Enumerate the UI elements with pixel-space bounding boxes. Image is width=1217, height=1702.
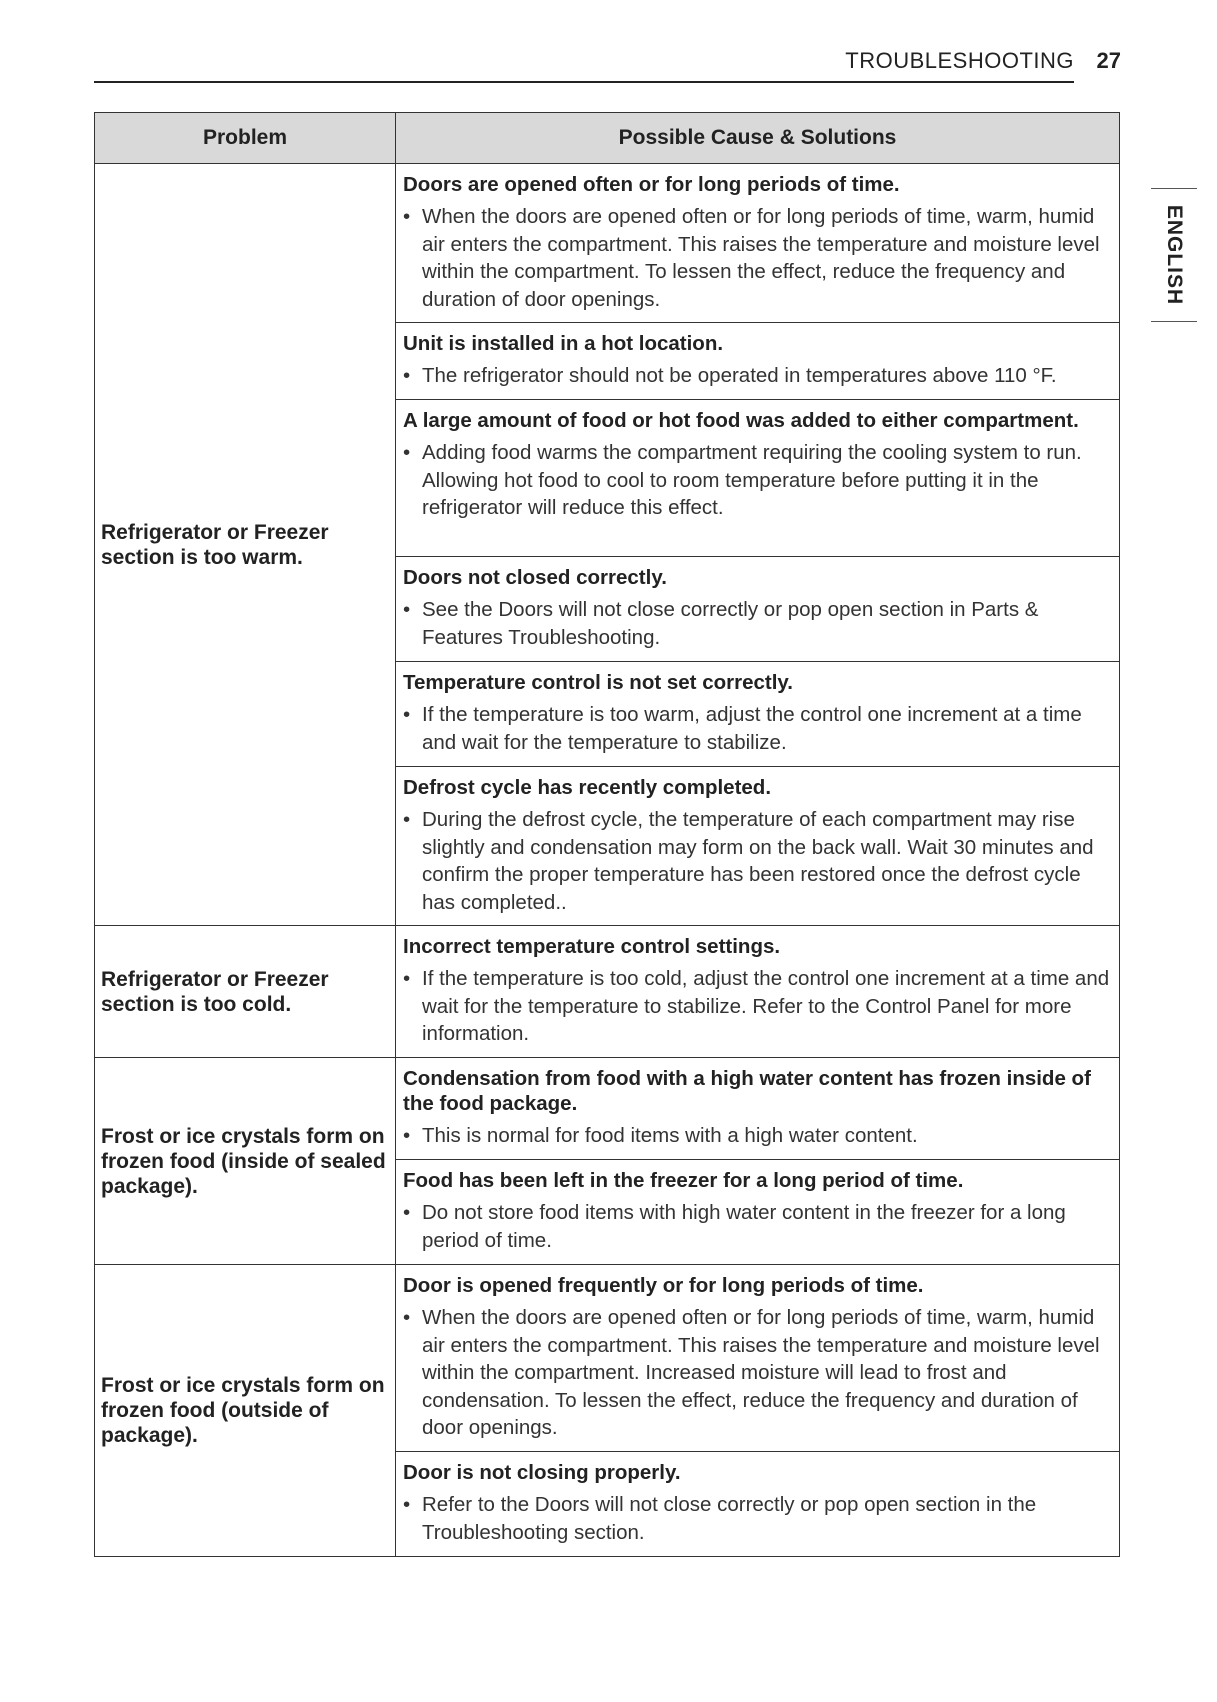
bullet-icon: • [403, 1493, 411, 1516]
solution-cell [396, 1058, 1120, 1160]
solution-cell [396, 557, 1120, 662]
solution-text: During the defrost cycle, the temperature of each compartment may rise slightly and condensation may form on the back wall. Wait 30 minutes and confirm the proper temperature has been restored once the defrost cycle has completed.. [422, 808, 1094, 914]
bullet-icon: • [403, 1201, 411, 1224]
problem-cell: Frost or ice crystals form on frozen food (outside of package). [95, 1265, 396, 1557]
solution-cell [396, 1265, 1120, 1452]
solution-text: Adding food warms the compartment requiring the cooling system to run. Allowing hot food to cool to room temperature before putting it in the refrigerator will reduce this effect. [422, 441, 1082, 519]
solution-item [403, 806, 1113, 916]
solution-cell [396, 1160, 1120, 1265]
solution-item [403, 965, 1113, 1048]
cause-title: A large amount of food or hot food was added to either compartment. [403, 409, 1079, 432]
table-row [95, 926, 1120, 1058]
solution-item [403, 1122, 1113, 1150]
solution-text: Do not store food items with high water content in the freezer for a long period of time. [422, 1201, 1066, 1252]
solution-cell [396, 662, 1120, 767]
cause-title: Door is opened frequently or for long periods of time. [403, 1274, 924, 1297]
page-number: 27 [1096, 48, 1121, 73]
cause-title: Temperature control is not set correctly. [403, 671, 793, 694]
header-rule [94, 81, 1074, 83]
cause-title: Door is not closing properly. [403, 1461, 681, 1484]
troubleshooting-table [94, 112, 1120, 1557]
language-tab [1151, 188, 1197, 322]
solution-cell [396, 1452, 1120, 1557]
solution-cell [396, 164, 1120, 323]
cause-title: Condensation from food with a high water content has frozen inside of the food package. [403, 1067, 1091, 1115]
problem-cell: Refrigerator or Freezer section is too warm. [95, 164, 396, 926]
table-header-row [95, 113, 1120, 164]
cause-title: Doors not closed correctly. [403, 566, 667, 589]
problem-cell: Refrigerator or Freezer section is too cold. [95, 926, 396, 1058]
solution-cell [396, 767, 1120, 926]
bullet-icon: • [403, 364, 411, 387]
solution-cell [396, 926, 1120, 1058]
problem-cell: Frost or ice crystals form on frozen food (inside of sealed package). [95, 1058, 396, 1265]
cause-title: Food has been left in the freezer for a long period of time. [403, 1169, 964, 1192]
solution-text: If the temperature is too cold, adjust the control one increment at a time and wait for the temperature to stabilize. Refer to the Control Panel for more information. [422, 967, 1110, 1045]
bullet-icon: • [403, 441, 411, 464]
solution-text: When the doors are opened often or for long periods of time, warm, humid air enters the compartment. This raises the temperature and moisture level within the compartment. Increased moisture will lead to frost and condensation. To lessen the effect, reduce the frequency and duration of door openings. [422, 1306, 1100, 1439]
cause-title: Doors are opened often or for long periods of time. [403, 173, 900, 196]
table-row [95, 164, 1120, 323]
table-row [95, 1265, 1120, 1452]
solution-text: The refrigerator should not be operated in temperatures above 110 °F. [422, 364, 1057, 387]
solution-item [403, 362, 1113, 390]
solution-item [403, 1304, 1113, 1442]
solution-cell [396, 323, 1120, 400]
bullet-icon: • [403, 967, 411, 990]
section-header: TROUBLESHOOTING [845, 48, 1074, 73]
solution-text: If the temperature is too warm, adjust the control one increment at a time and wait for the temperature to stabilize. [422, 703, 1082, 754]
solution-item [403, 203, 1113, 313]
solution-text: When the doors are opened often or for long periods of time, warm, humid air enters the compartment. This raises the temperature and moisture level within the compartment. To lessen the effect, reduce the frequency and duration of door openings. [422, 205, 1100, 311]
solution-item [403, 701, 1113, 756]
bullet-icon: • [403, 205, 411, 228]
solution-cell [396, 400, 1120, 557]
solution-item [403, 1491, 1113, 1546]
cause-title: Incorrect temperature control settings. [403, 935, 781, 958]
bullet-icon: • [403, 1306, 411, 1329]
column-header-solutions: Possible Cause & Solutions [396, 113, 1120, 164]
solution-item [403, 439, 1113, 522]
cause-title: Unit is installed in a hot location. [403, 332, 724, 355]
bullet-icon: • [403, 1124, 411, 1147]
bullet-icon: • [403, 703, 411, 726]
solution-item [403, 596, 1113, 651]
cause-title: Defrost cycle has recently completed. [403, 776, 772, 799]
solution-text: This is normal for food items with a high water content. [422, 1124, 918, 1147]
bullet-icon: • [403, 808, 411, 831]
language-tab-label: ENGLISH [1163, 204, 1186, 306]
bullet-icon: • [403, 598, 411, 621]
table-row [95, 1058, 1120, 1160]
solution-text: Refer to the Doors will not close correctly or pop open section in the Troubleshooting section. [422, 1493, 1037, 1544]
solution-text: See the Doors will not close correctly or pop open section in Parts & Features Troubleshooting. [422, 598, 1039, 649]
column-header-problem: Problem [95, 113, 396, 164]
solution-item [403, 1199, 1113, 1254]
